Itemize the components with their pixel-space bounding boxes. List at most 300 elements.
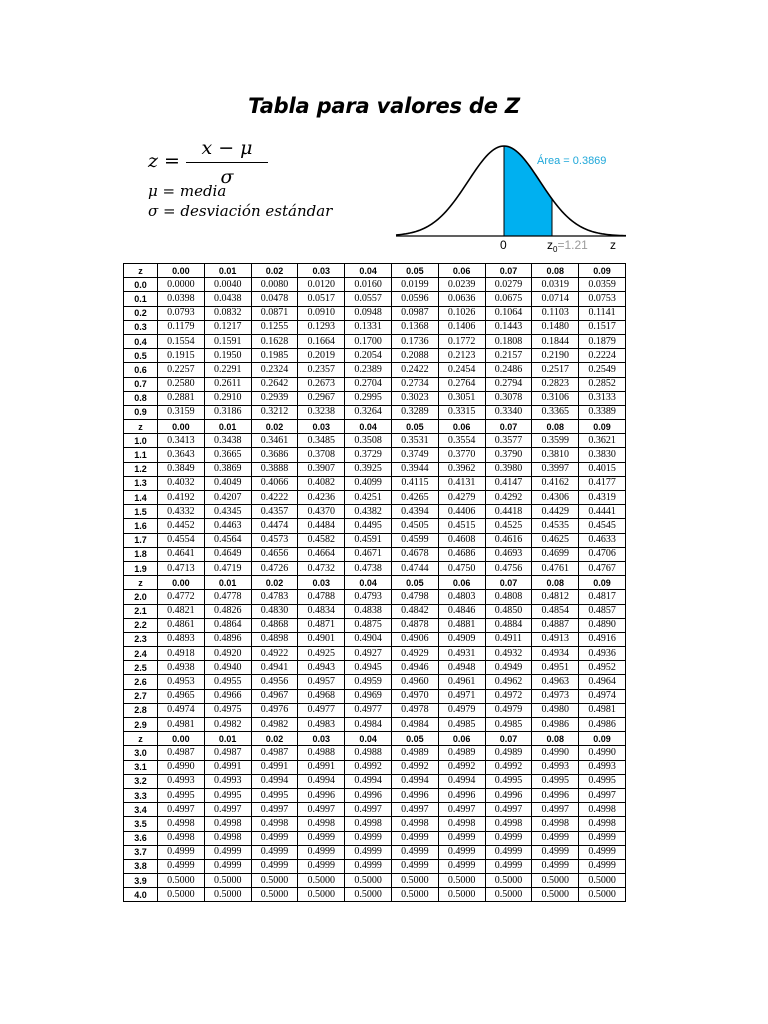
table-cell: 0.0199 <box>391 278 438 292</box>
table-row <box>124 647 626 661</box>
formula-fraction <box>186 136 268 188</box>
table-cell: 0.4505 <box>391 519 438 533</box>
header-cell: 0.00 <box>158 576 205 590</box>
table-row <box>124 547 626 561</box>
z-table-container <box>123 263 625 902</box>
table-cell: 0.3531 <box>391 434 438 448</box>
table-cell: 0.2549 <box>579 363 626 377</box>
header-cell: 0.08 <box>532 264 579 278</box>
table-cell: 0.4966 <box>204 689 251 703</box>
table-cell: 0.4292 <box>485 491 532 505</box>
table-cell: 0.4997 <box>485 803 532 817</box>
table-cell: 0.1179 <box>158 320 205 334</box>
table-cell: 0.4999 <box>158 845 205 859</box>
table-cell: 0.4999 <box>251 831 298 845</box>
z-value-cell: 0.7 <box>124 377 158 391</box>
table-cell: 0.3078 <box>485 391 532 405</box>
table-cell: 0.4990 <box>579 746 626 760</box>
table-cell: 0.4999 <box>298 831 345 845</box>
table-cell: 0.4999 <box>345 859 392 873</box>
table-cell: 0.2190 <box>532 349 579 363</box>
table-cell: 0.4999 <box>391 859 438 873</box>
table-cell: 0.0160 <box>345 278 392 292</box>
table-cell: 0.1985 <box>251 349 298 363</box>
z-axis-label: z <box>610 238 616 252</box>
table-row <box>124 363 626 377</box>
header-cell: 0.06 <box>438 732 485 746</box>
z-value-cell: 2.6 <box>124 675 158 689</box>
table-cell: 0.3729 <box>345 448 392 462</box>
header-cell: 0.04 <box>345 264 392 278</box>
table-cell: 0.4977 <box>298 703 345 717</box>
table-cell: 0.0319 <box>532 278 579 292</box>
zero-label: 0 <box>500 238 507 252</box>
header-cell: 0.07 <box>485 732 532 746</box>
z-value-cell: 1.2 <box>124 462 158 476</box>
table-cell: 0.4991 <box>251 760 298 774</box>
table-cell: 0.4997 <box>204 803 251 817</box>
table-cell: 0.4236 <box>298 491 345 505</box>
table-cell: 0.4207 <box>204 491 251 505</box>
table-cell: 0.4999 <box>438 845 485 859</box>
z-value-cell: 2.4 <box>124 647 158 661</box>
table-cell: 0.4251 <box>345 491 392 505</box>
table-cell: 0.2486 <box>485 363 532 377</box>
table-cell: 0.2088 <box>391 349 438 363</box>
table-cell: 0.4999 <box>438 831 485 845</box>
table-cell: 0.4996 <box>391 788 438 802</box>
normal-curve-figure <box>386 126 636 254</box>
table-cell: 0.0832 <box>204 306 251 320</box>
table-cell: 0.4881 <box>438 618 485 632</box>
table-row <box>124 632 626 646</box>
table-cell: 0.4719 <box>204 561 251 575</box>
table-cell: 0.2517 <box>532 363 579 377</box>
table-cell: 0.3186 <box>204 405 251 419</box>
table-cell: 0.5000 <box>158 874 205 888</box>
table-cell: 0.4962 <box>485 675 532 689</box>
table-cell: 0.4699 <box>532 547 579 561</box>
table-cell: 0.4993 <box>532 760 579 774</box>
table-cell: 0.2794 <box>485 377 532 391</box>
table-cell: 0.1293 <box>298 320 345 334</box>
table-cell: 0.4495 <box>345 519 392 533</box>
table-cell: 0.0948 <box>345 306 392 320</box>
table-cell: 0.5000 <box>391 874 438 888</box>
table-cell: 0.4999 <box>485 845 532 859</box>
table-cell: 0.4625 <box>532 533 579 547</box>
table-cell: 0.1026 <box>438 306 485 320</box>
mu-definition: μ = media <box>148 182 227 200</box>
table-cell: 0.2580 <box>158 377 205 391</box>
table-cell: 0.3389 <box>579 405 626 419</box>
table-cell: 0.4982 <box>251 718 298 732</box>
table-cell: 0.4934 <box>532 647 579 661</box>
z-value-cell: 0.5 <box>124 349 158 363</box>
z-value-cell: 0.9 <box>124 405 158 419</box>
table-cell: 0.5000 <box>345 888 392 902</box>
table-cell: 0.3315 <box>438 405 485 419</box>
table-cell: 0.4992 <box>438 760 485 774</box>
table-cell: 0.0478 <box>251 292 298 306</box>
table-cell: 0.3133 <box>579 391 626 405</box>
z0-subscript: 0 <box>553 245 558 254</box>
table-cell: 0.4015 <box>579 462 626 476</box>
z0-letter: z <box>547 238 553 252</box>
table-cell: 0.4997 <box>158 803 205 817</box>
table-row <box>124 618 626 632</box>
table-cell: 0.4887 <box>532 618 579 632</box>
table-cell: 0.4693 <box>485 547 532 561</box>
table-cell: 0.4970 <box>391 689 438 703</box>
table-cell: 0.4515 <box>438 519 485 533</box>
table-cell: 0.0636 <box>438 292 485 306</box>
table-cell: 0.0910 <box>298 306 345 320</box>
table-cell: 0.4993 <box>579 760 626 774</box>
table-cell: 0.4986 <box>579 718 626 732</box>
table-cell: 0.4957 <box>298 675 345 689</box>
table-cell: 0.4756 <box>485 561 532 575</box>
table-cell: 0.3485 <box>298 434 345 448</box>
table-cell: 0.0120 <box>298 278 345 292</box>
table-cell: 0.4998 <box>532 817 579 831</box>
header-cell: 0.03 <box>298 576 345 590</box>
table-cell: 0.2324 <box>251 363 298 377</box>
formula-lhs: z = <box>148 150 180 172</box>
table-cell: 0.4994 <box>391 774 438 788</box>
table-cell: 0.4633 <box>579 533 626 547</box>
table-cell: 0.4988 <box>298 746 345 760</box>
table-row <box>124 718 626 732</box>
table-cell: 0.4732 <box>298 561 345 575</box>
table-cell: 0.4608 <box>438 533 485 547</box>
header-cell: 0.07 <box>485 264 532 278</box>
table-row <box>124 845 626 859</box>
table-cell: 0.4767 <box>579 561 626 575</box>
table-cell: 0.3944 <box>391 462 438 476</box>
table-cell: 0.4850 <box>485 604 532 618</box>
table-cell: 0.4987 <box>251 746 298 760</box>
z-value-cell: 1.4 <box>124 491 158 505</box>
table-row <box>124 590 626 604</box>
z-value-cell: 4.0 <box>124 888 158 902</box>
table-cell: 0.4985 <box>485 718 532 732</box>
table-cell: 0.4998 <box>391 817 438 831</box>
table-cell: 0.3212 <box>251 405 298 419</box>
table-cell: 0.4664 <box>298 547 345 561</box>
header-cell: 0.09 <box>579 576 626 590</box>
table-cell: 0.2881 <box>158 391 205 405</box>
z-value-cell: 3.7 <box>124 845 158 859</box>
header-cell: 0.06 <box>438 576 485 590</box>
table-cell: 0.4830 <box>251 604 298 618</box>
table-cell: 0.3577 <box>485 434 532 448</box>
table-cell: 0.4382 <box>345 505 392 519</box>
table-cell: 0.0987 <box>391 306 438 320</box>
table-row <box>124 519 626 533</box>
table-cell: 0.4978 <box>391 703 438 717</box>
table-cell: 0.4906 <box>391 632 438 646</box>
table-cell: 0.4974 <box>158 703 205 717</box>
table-cell: 0.1517 <box>579 320 626 334</box>
table-cell: 0.4988 <box>345 746 392 760</box>
table-cell: 0.2939 <box>251 391 298 405</box>
table-cell: 0.2257 <box>158 363 205 377</box>
table-cell: 0.4989 <box>391 746 438 760</box>
table-cell: 0.4993 <box>158 774 205 788</box>
table-cell: 0.4968 <box>298 689 345 703</box>
table-row <box>124 306 626 320</box>
table-row <box>124 746 626 760</box>
table-cell: 0.4992 <box>345 760 392 774</box>
table-cell: 0.4474 <box>251 519 298 533</box>
table-cell: 0.3365 <box>532 405 579 419</box>
table-cell: 0.3888 <box>251 462 298 476</box>
z0-label <box>547 238 588 254</box>
table-cell: 0.4960 <box>391 675 438 689</box>
table-cell: 0.2967 <box>298 391 345 405</box>
page-title: Tabla para valores de Z <box>248 94 520 118</box>
table-cell: 0.2054 <box>345 349 392 363</box>
table-row <box>124 377 626 391</box>
table-cell: 0.4998 <box>579 817 626 831</box>
header-cell: 0.04 <box>345 732 392 746</box>
table-cell: 0.3997 <box>532 462 579 476</box>
table-cell: 0.1064 <box>485 306 532 320</box>
z-value-cell: 1.5 <box>124 505 158 519</box>
table-cell: 0.2823 <box>532 377 579 391</box>
table-cell: 0.2642 <box>251 377 298 391</box>
header-cell: 0.02 <box>251 264 298 278</box>
formula-denominator: σ <box>220 166 234 189</box>
table-cell: 0.4864 <box>204 618 251 632</box>
table-cell: 0.4812 <box>532 590 579 604</box>
table-cell: 0.4997 <box>391 803 438 817</box>
table-cell: 0.0398 <box>158 292 205 306</box>
table-cell: 0.4761 <box>532 561 579 575</box>
table-row <box>124 888 626 902</box>
table-cell: 0.4936 <box>579 647 626 661</box>
table-cell: 0.4999 <box>345 845 392 859</box>
table-cell: 0.4826 <box>204 604 251 618</box>
z-formula <box>148 136 388 226</box>
header-cell: 0.01 <box>204 264 251 278</box>
table-cell: 0.4998 <box>438 817 485 831</box>
table-cell: 0.2454 <box>438 363 485 377</box>
table-cell: 0.4940 <box>204 661 251 675</box>
table-cell: 0.4997 <box>438 803 485 817</box>
table-cell: 0.2704 <box>345 377 392 391</box>
table-cell: 0.3554 <box>438 434 485 448</box>
table-row <box>124 491 626 505</box>
table-row <box>124 334 626 348</box>
table-cell: 0.5000 <box>532 874 579 888</box>
table-cell: 0.4965 <box>158 689 205 703</box>
z-value-cell: 2.5 <box>124 661 158 675</box>
table-cell: 0.4984 <box>345 718 392 732</box>
header-cell: 0.00 <box>158 732 205 746</box>
table-cell: 0.4834 <box>298 604 345 618</box>
table-cell: 0.3051 <box>438 391 485 405</box>
table-cell: 0.4535 <box>532 519 579 533</box>
header-cell: 0.01 <box>204 420 251 434</box>
table-cell: 0.4750 <box>438 561 485 575</box>
table-cell: 0.1331 <box>345 320 392 334</box>
z-value-cell: 3.4 <box>124 803 158 817</box>
table-cell: 0.4918 <box>158 647 205 661</box>
table-cell: 0.4995 <box>251 788 298 802</box>
table-cell: 0.5000 <box>391 888 438 902</box>
z-value-cell: 0.4 <box>124 334 158 348</box>
table-cell: 0.4998 <box>345 817 392 831</box>
table-cell: 0.4192 <box>158 491 205 505</box>
table-cell: 0.4875 <box>345 618 392 632</box>
table-cell: 0.4996 <box>345 788 392 802</box>
table-cell: 0.4803 <box>438 590 485 604</box>
table-cell: 0.1480 <box>532 320 579 334</box>
table-cell: 0.4998 <box>579 803 626 817</box>
table-cell: 0.3508 <box>345 434 392 448</box>
table-cell: 0.4998 <box>298 817 345 831</box>
table-cell: 0.4995 <box>532 774 579 788</box>
table-cell: 0.4961 <box>438 675 485 689</box>
table-cell: 0.1950 <box>204 349 251 363</box>
table-cell: 0.4994 <box>251 774 298 788</box>
table-header-row <box>124 264 626 278</box>
header-cell: 0.09 <box>579 264 626 278</box>
table-cell: 0.1808 <box>485 334 532 348</box>
table-cell: 0.2764 <box>438 377 485 391</box>
table-cell: 0.4999 <box>251 845 298 859</box>
table-cell: 0.4846 <box>438 604 485 618</box>
table-cell: 0.1255 <box>251 320 298 334</box>
table-cell: 0.2852 <box>579 377 626 391</box>
table-cell: 0.4406 <box>438 505 485 519</box>
header-cell: 0.05 <box>391 732 438 746</box>
table-cell: 0.4996 <box>532 788 579 802</box>
table-cell: 0.4582 <box>298 533 345 547</box>
table-cell: 0.4778 <box>204 590 251 604</box>
table-header-row <box>124 732 626 746</box>
table-cell: 0.4967 <box>251 689 298 703</box>
table-cell: 0.4147 <box>485 476 532 490</box>
table-cell: 0.3159 <box>158 405 205 419</box>
table-cell: 0.4131 <box>438 476 485 490</box>
table-row <box>124 803 626 817</box>
table-cell: 0.0675 <box>485 292 532 306</box>
header-cell-z: z <box>124 732 158 746</box>
table-cell: 0.4998 <box>485 817 532 831</box>
table-cell: 0.5000 <box>438 888 485 902</box>
table-cell: 0.3810 <box>532 448 579 462</box>
table-cell: 0.5000 <box>251 874 298 888</box>
table-cell: 0.4861 <box>158 618 205 632</box>
table-cell: 0.5000 <box>438 874 485 888</box>
table-cell: 0.4738 <box>345 561 392 575</box>
table-cell: 0.0438 <box>204 292 251 306</box>
table-cell: 0.4982 <box>204 718 251 732</box>
table-row <box>124 604 626 618</box>
table-cell: 0.4998 <box>204 817 251 831</box>
table-cell: 0.4345 <box>204 505 251 519</box>
table-cell: 0.4904 <box>345 632 392 646</box>
table-row <box>124 788 626 802</box>
table-cell: 0.4525 <box>485 519 532 533</box>
table-cell: 0.3686 <box>251 448 298 462</box>
table-cell: 0.1736 <box>391 334 438 348</box>
z-value-cell: 0.2 <box>124 306 158 320</box>
table-cell: 0.4975 <box>204 703 251 717</box>
table-cell: 0.4997 <box>298 803 345 817</box>
table-cell: 0.4953 <box>158 675 205 689</box>
table-cell: 0.0753 <box>579 292 626 306</box>
table-cell: 0.4082 <box>298 476 345 490</box>
table-cell: 0.4641 <box>158 547 205 561</box>
table-cell: 0.4452 <box>158 519 205 533</box>
table-row <box>124 817 626 831</box>
table-cell: 0.4999 <box>532 859 579 873</box>
table-cell: 0.4999 <box>345 831 392 845</box>
table-cell: 0.5000 <box>579 888 626 902</box>
table-cell: 0.4998 <box>158 817 205 831</box>
table-cell: 0.4986 <box>532 718 579 732</box>
z-value-cell: 3.0 <box>124 746 158 760</box>
z-value-cell: 2.7 <box>124 689 158 703</box>
table-cell: 0.4868 <box>251 618 298 632</box>
table-cell: 0.4817 <box>579 590 626 604</box>
table-cell: 0.4394 <box>391 505 438 519</box>
header-cell: 0.09 <box>579 732 626 746</box>
table-row <box>124 703 626 717</box>
table-cell: 0.3962 <box>438 462 485 476</box>
table-row <box>124 561 626 575</box>
table-cell: 0.4992 <box>485 760 532 774</box>
table-cell: 0.0714 <box>532 292 579 306</box>
table-cell: 0.5000 <box>579 874 626 888</box>
z-value-cell: 3.6 <box>124 831 158 845</box>
table-cell: 0.1700 <box>345 334 392 348</box>
table-cell: 0.4996 <box>298 788 345 802</box>
table-cell: 0.4999 <box>485 831 532 845</box>
header-cell: 0.02 <box>251 420 298 434</box>
table-cell: 0.0359 <box>579 278 626 292</box>
table-cell: 0.4920 <box>204 647 251 661</box>
table-cell: 0.2157 <box>485 349 532 363</box>
table-cell: 0.4911 <box>485 632 532 646</box>
table-cell: 0.0239 <box>438 278 485 292</box>
header-cell: 0.00 <box>158 264 205 278</box>
table-cell: 0.1772 <box>438 334 485 348</box>
table-cell: 0.4909 <box>438 632 485 646</box>
table-cell: 0.3770 <box>438 448 485 462</box>
table-cell: 0.4999 <box>579 845 626 859</box>
table-row <box>124 505 626 519</box>
z-value-cell: 3.5 <box>124 817 158 831</box>
table-cell: 0.1368 <box>391 320 438 334</box>
table-cell: 0.4999 <box>298 845 345 859</box>
table-cell: 0.5000 <box>298 874 345 888</box>
table-cell: 0.4963 <box>532 675 579 689</box>
header-cell: 0.04 <box>345 420 392 434</box>
table-cell: 0.4162 <box>532 476 579 490</box>
table-row <box>124 320 626 334</box>
table-cell: 0.5000 <box>204 874 251 888</box>
header-cell: 0.07 <box>485 420 532 434</box>
table-cell: 0.3289 <box>391 405 438 419</box>
table-cell: 0.4913 <box>532 632 579 646</box>
header-cell: 0.08 <box>532 420 579 434</box>
table-cell: 0.5000 <box>532 888 579 902</box>
